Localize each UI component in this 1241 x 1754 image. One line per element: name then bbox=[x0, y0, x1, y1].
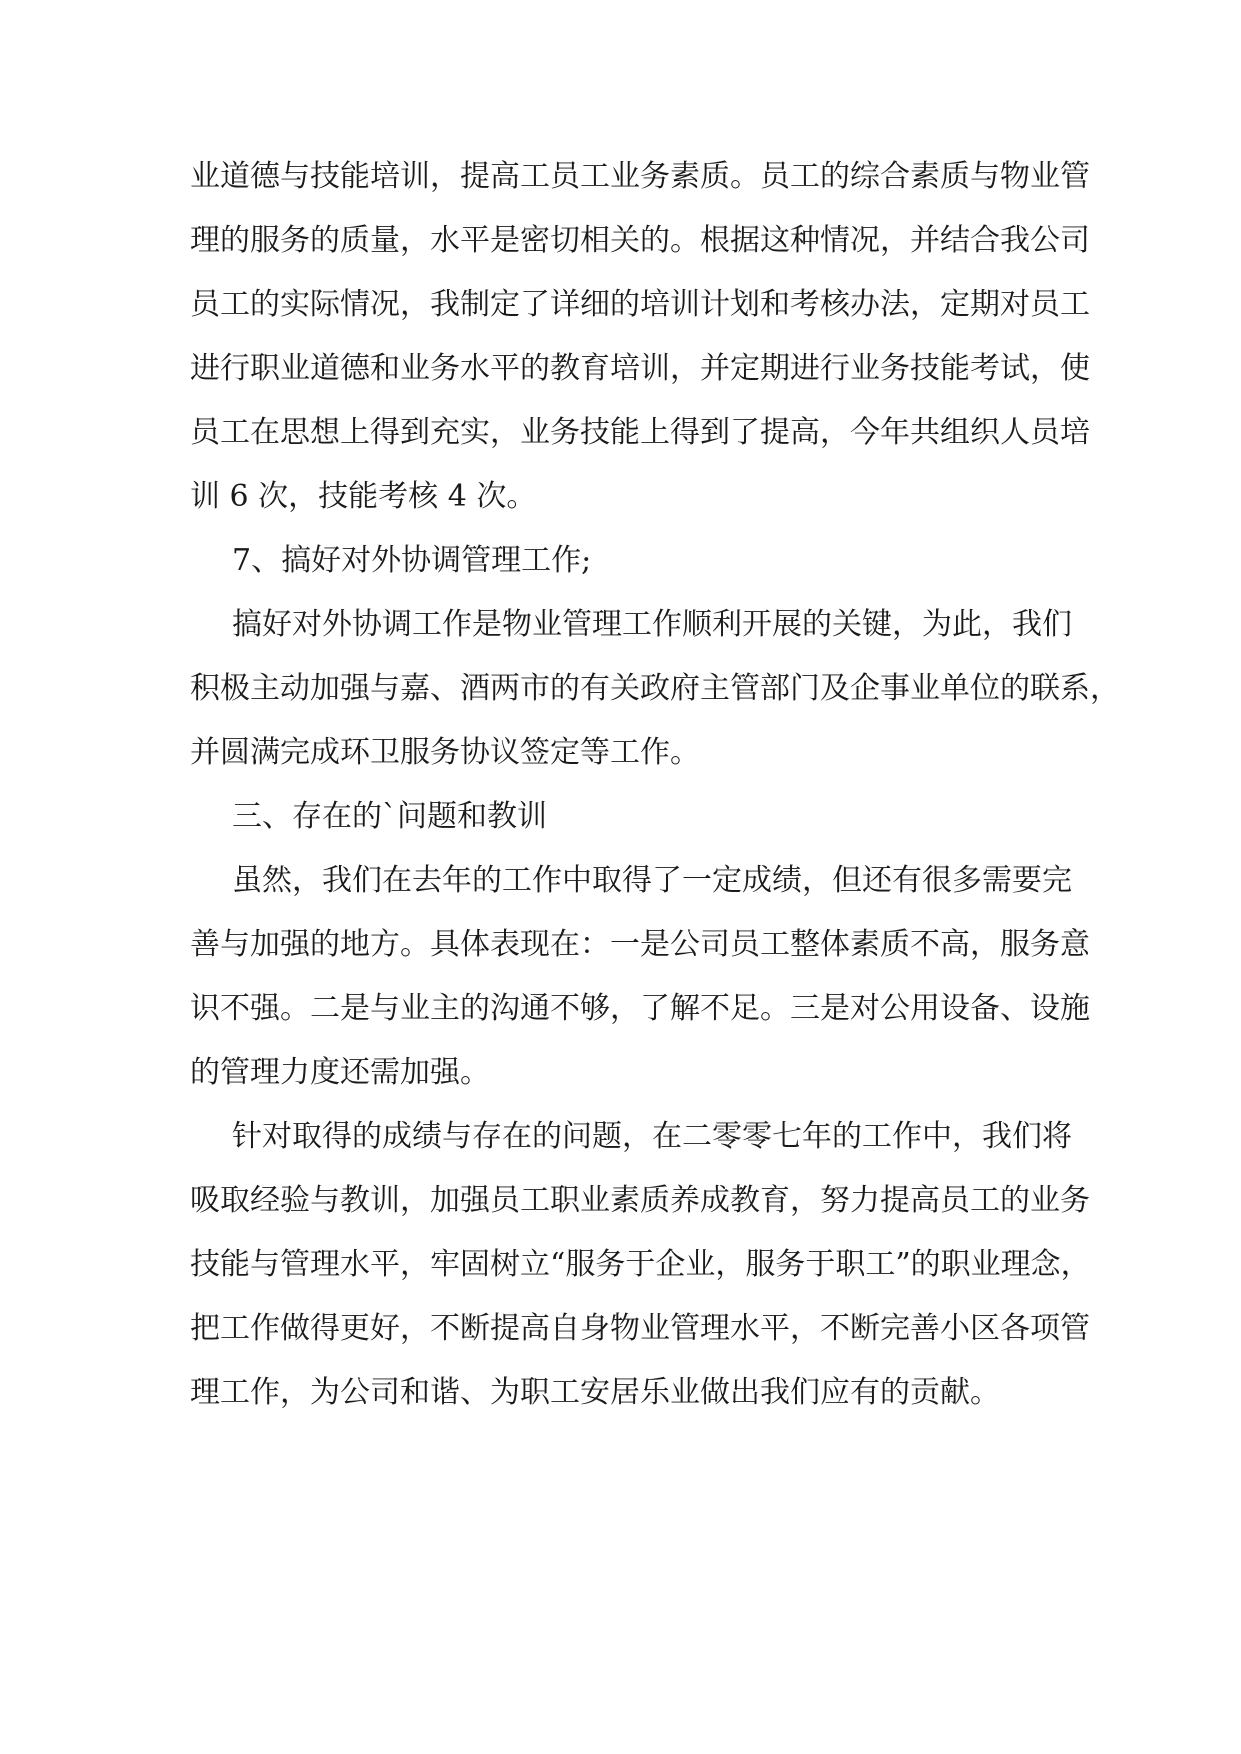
text-line: 员工在思想上得到充实，业务技能上得到了提高，今年共组织人员培 bbox=[190, 415, 1090, 450]
text-line: 识不强。二是与业主的沟通不够，了解不足。三是对公用设备、设施 bbox=[190, 991, 1090, 1026]
section-heading: 7、搞好对外协调管理工作; bbox=[232, 543, 592, 578]
text-line: 理工作，为公司和谐、为职工安居乐业做出我们应有的贡献。 bbox=[190, 1375, 1000, 1410]
text-line: 员工的实际情况，我制定了详细的培训计划和考核办法，定期对员工 bbox=[190, 287, 1090, 322]
text-line: 积极主动加强与嘉、酒两市的有关政府主管部门及企事业单位的联系， bbox=[190, 671, 1120, 706]
text-line: 虽然，我们在去年的工作中取得了一定成绩，但还有很多需要完 bbox=[232, 863, 1072, 898]
text-line: 进行职业道德和业务水平的教育培训，并定期进行业务技能考试，使 bbox=[190, 351, 1090, 386]
section-heading: 三、存在的`问题和教训 bbox=[232, 799, 547, 834]
text-line: 搞好对外协调工作是物业管理工作顺利开展的关键，为此，我们 bbox=[232, 607, 1072, 642]
text-line: 针对取得的成绩与存在的问题，在二零零七年的工作中，我们将 bbox=[232, 1119, 1072, 1154]
text-line: 理的服务的质量，水平是密切相关的。根据这种情况，并结合我公司 bbox=[190, 223, 1090, 258]
text-line: 吸取经验与教训，加强员工职业素质养成教育，努力提高员工的业务 bbox=[190, 1183, 1090, 1218]
text-line: 技能与管理水平，牢固树立“服务于企业，服务于职工”的职业理念， bbox=[190, 1247, 1091, 1282]
text-line: 善与加强的地方。具体表现在：一是公司员工整体素质不高，服务意 bbox=[190, 927, 1090, 962]
text-line: 把工作做得更好，不断提高自身物业管理水平，不断完善小区各项管 bbox=[190, 1311, 1090, 1346]
text-line: 并圆满完成环卫服务协议签定等工作。 bbox=[190, 735, 700, 770]
text-line: 业道德与技能培训，提高工员工业务素质。员工的综合素质与物业管 bbox=[190, 159, 1090, 194]
text-line: 的管理力度还需加强。 bbox=[190, 1055, 490, 1090]
text-line: 训 6 次，技能考核 4 次。 bbox=[190, 479, 537, 514]
